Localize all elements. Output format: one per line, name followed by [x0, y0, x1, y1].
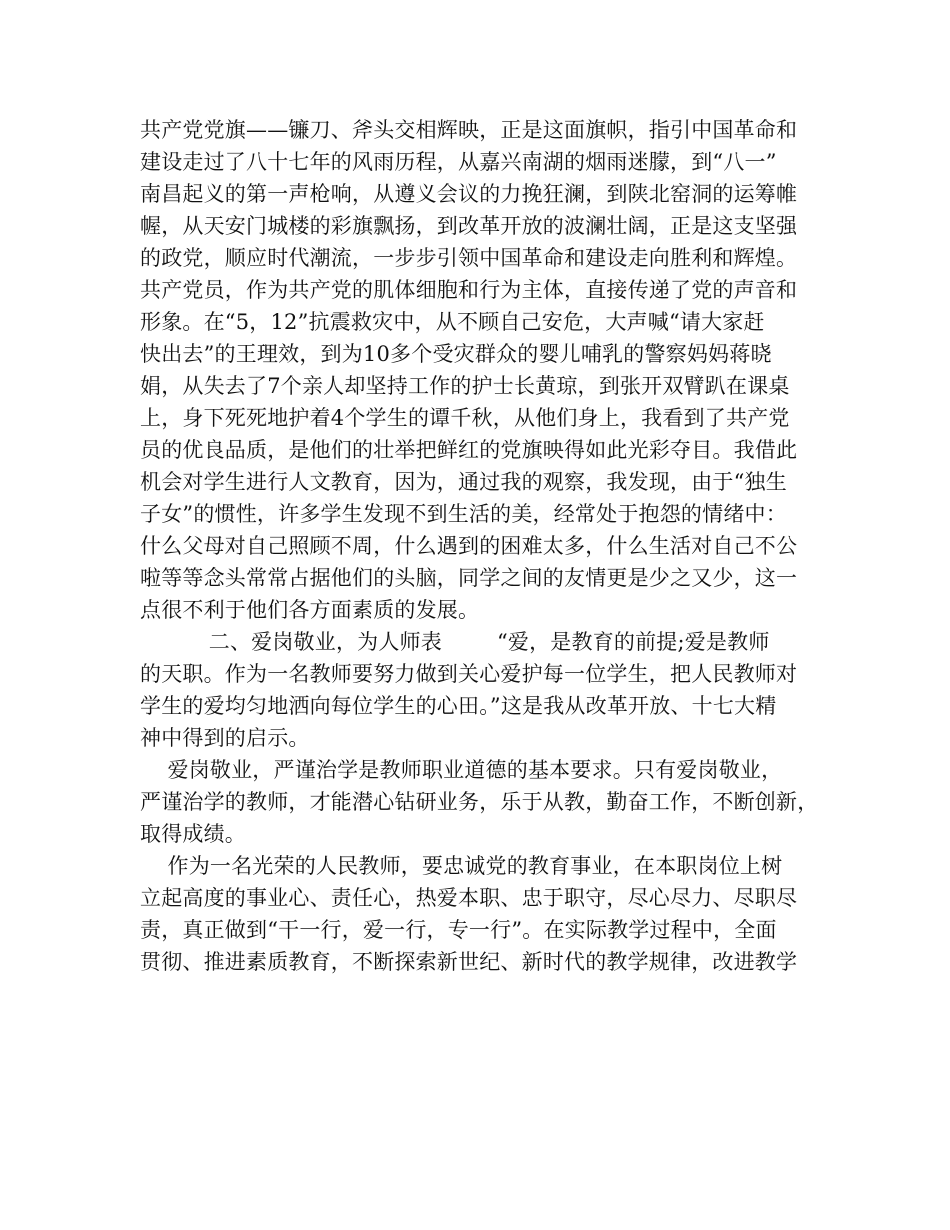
text-line: 取得成绩。	[140, 822, 246, 846]
text-line: 员的优良品质，是他们的壮举把鲜红的党旗映得如此光彩夺目。我借此	[140, 438, 798, 462]
text-line: 的政党，顺应时代潮流，一步步引领中国革命和建设走向胜利和辉煌。	[140, 246, 798, 270]
text-line: 学生的爱均匀地洒向每位学生的心田。”这是我从改革开放、十七大精	[140, 694, 777, 718]
section-heading-line: 二、爱岗敬业，为人师表 “爱，是教育的前提;爱是教师	[140, 630, 770, 654]
text-line: 上，身下死死地护着4个学生的谭千秋，从他们身上，我看到了共产党	[140, 406, 790, 430]
text-line: 幄，从天安门城楼的彩旗飘扬，到改革开放的波澜壮阔，正是这支坚强	[140, 214, 798, 238]
text-line: 啦等等念头常常占据他们的头脑，同学之间的友情更是少之又少，这一	[140, 566, 798, 590]
text-line: 立起高度的事业心、责任心，热爱本职、忠于职守，尽心尽力、尽职尽	[140, 886, 798, 910]
text-line: 点很不利于他们各方面素质的发展。	[140, 598, 480, 622]
text-line: 作为一名光荣的人民教师，要忠诚党的教育事业，在本职岗位上树	[140, 854, 783, 878]
text-line: 严谨治学的教师，才能潜心钻研业务，乐于从教，勤奋工作，不断创新，	[140, 790, 819, 814]
text-line: 共产党党旗——镰刀、斧头交相辉映，正是这面旗帜，指引中国革命和	[140, 118, 798, 142]
text-line: 快出去”的王理效，到为10多个受灾群众的婴儿哺乳的警察妈妈蒋晓	[140, 342, 772, 366]
text-line: 责，真正做到“干一行，爱一行，专一行”。在实际教学过程中，全面	[140, 918, 777, 942]
text-line: 建设走过了八十七年的风雨历程，从嘉兴南湖的烟雨迷朦，到“八一”	[140, 150, 777, 174]
text-line: 娟，从失去了7个亲人却坚持工作的护士长黄琼，到张开双臂趴在课桌	[140, 374, 790, 398]
text-line: 的天职。作为一名教师要努力做到关心爱护每一位学生，把人民教师对	[140, 662, 798, 686]
text-line: 爱岗敬业，严谨治学是教师职业道德的基本要求。只有爱岗敬业，	[140, 758, 783, 782]
text-line: 南昌起义的第一声枪响，从遵义会议的力挽狂澜，到陕北窑洞的运筹帷	[140, 182, 798, 206]
text-line: 什么父母对自己照顾不周，什么遇到的困难太多，什么生活对自己不公	[140, 534, 798, 558]
text-line: 共产党员，作为共产党的肌体细胞和行为主体，直接传递了党的声音和	[140, 278, 798, 302]
text-line: 神中得到的启示。	[140, 726, 310, 750]
text-line: 子女”的惯性，许多学生发现不到生活的美，经常处于抱怨的情绪中：	[140, 502, 787, 526]
text-line: 形象。在“5，12”抗震救灾中，从不顾自己安危，大声喊“请大家赶	[140, 310, 765, 334]
text-line: 机会对学生进行人文教育，因为，通过我的观察，我发现，由于“独生	[140, 470, 787, 494]
body-text	[140, 114, 830, 978]
text-line: 贯彻、推进素质教育，不断探索新世纪、新时代的教学规律，改进教学	[140, 950, 798, 974]
